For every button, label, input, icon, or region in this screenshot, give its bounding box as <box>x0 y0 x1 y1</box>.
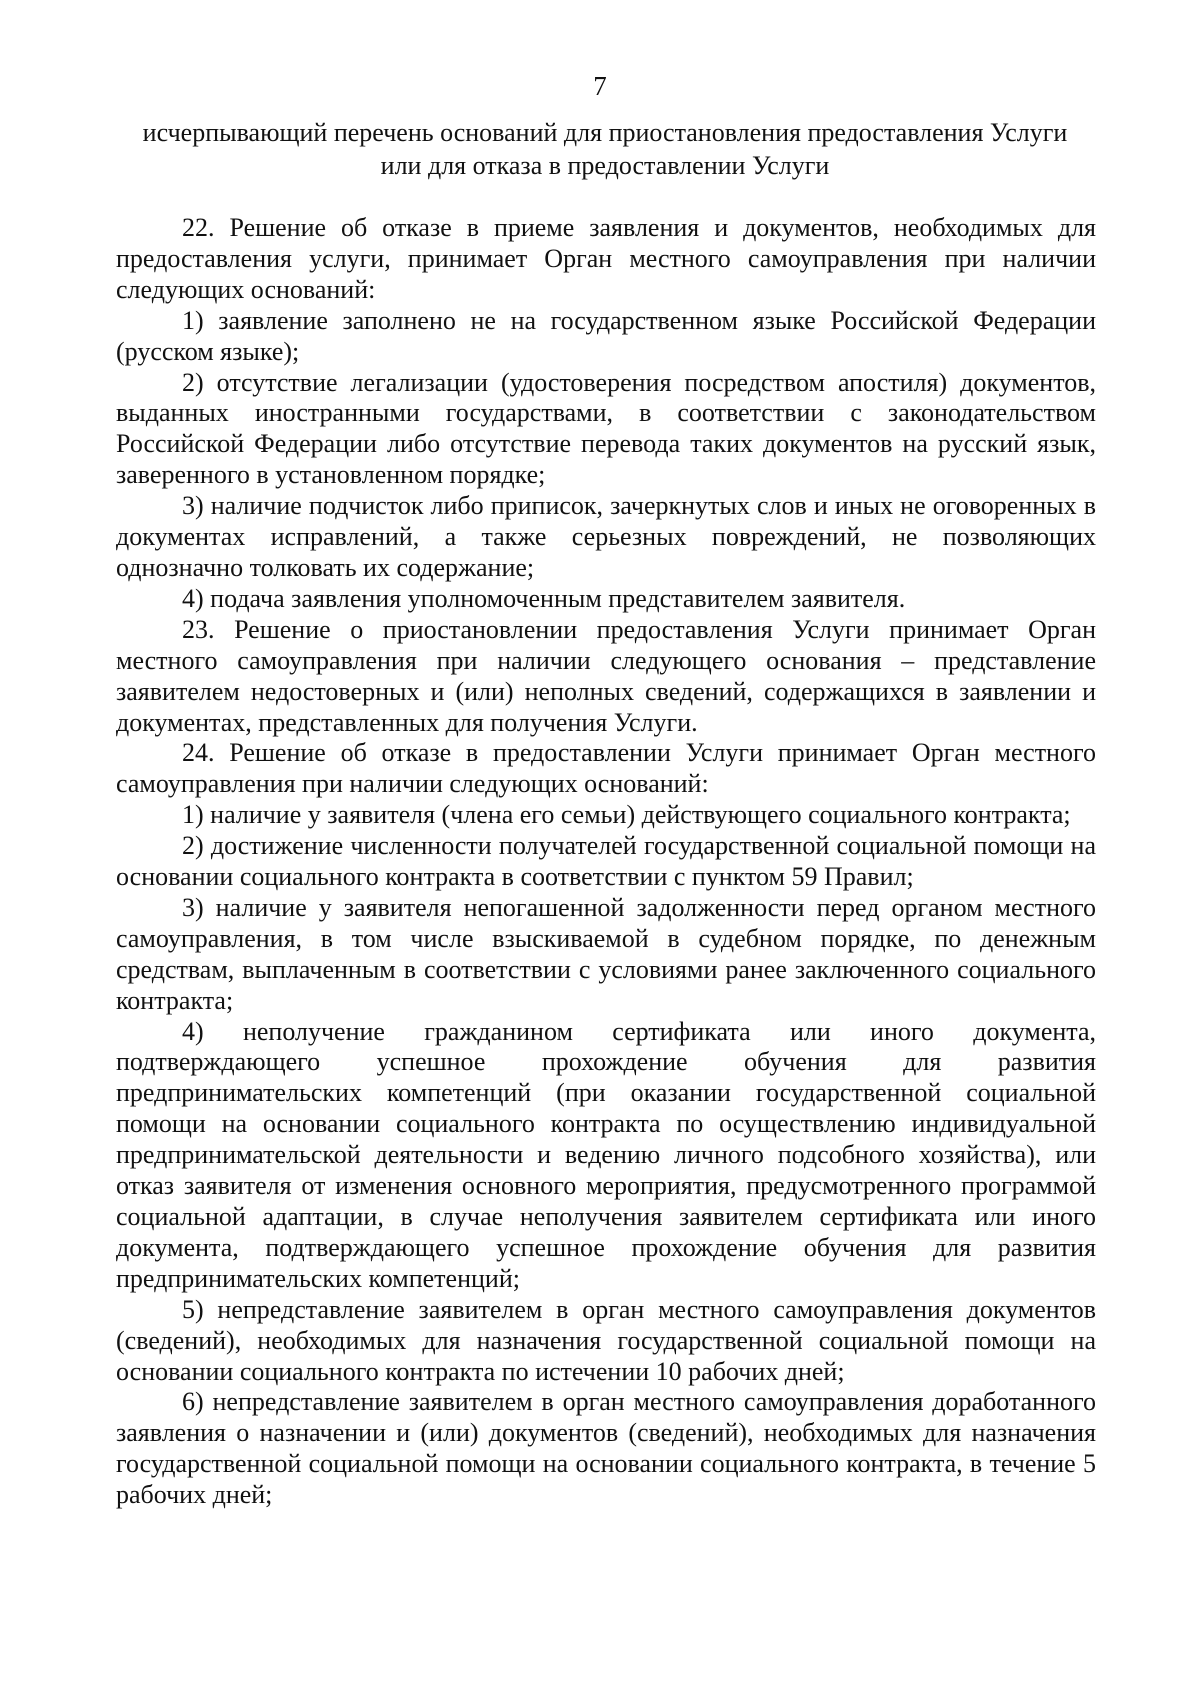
list-item-22-2: 2) отсутствие легализации (удостоверения посредством апостиля) документов, выданных иностранными государствами, в соответствии с законодательством Российской Федерации либо отсутствие перевода таких документов на русский язык, заверенного в установленном порядке; <box>116 367 1096 490</box>
list-item-24-5: 5) непредставление заявителем в орган местного самоуправления документов (сведений), необходимых для назначения государственной социальной помощи на основании социального контракта по истечении 10 рабочих дней; <box>116 1294 1096 1386</box>
list-item-24-2: 2) достижение численности получателей государственной социальной помощи на основании социального контракта в соответствии с пунктом 59 Правил; <box>116 831 1096 892</box>
page-number: 7 <box>593 71 607 101</box>
list-item-24-6: 6) непредставление заявителем в орган местного самоуправления доработанного заявления о назначении и (или) документов (сведений), необходимых для назначения государственной социальной помощи на основании социального контракта, в течение 5 рабочих дней; <box>116 1387 1096 1510</box>
list-item-22-1: 1) заявление заполнено не на государственном языке Российской Федерации (русском языке); <box>116 305 1096 366</box>
heading-line: или для отказа в предоставлении Услуги <box>380 151 830 180</box>
document-body <box>116 213 1096 1511</box>
paragraph-22: 22. Решение об отказе в приеме заявления и документов, необходимых для предоставления услуги, принимает Орган местного самоуправления при наличии следующих оснований: <box>116 213 1096 304</box>
list-item-22-3: 3) наличие подчисток либо приписок, зачеркнутых слов и иных не оговоренных в документах исправлений, а также серьезных повреждений, не позволяющих однозначно толковать их содержание; <box>116 491 1096 582</box>
paragraph-23: 23. Решение о приостановлении предоставления Услуги принимает Орган местного самоуправления при наличии следующего основания – представление заявителем недостоверных и (или) неполных сведений, содержащихся в заявлении и документах, представленных для получения Услуги. <box>116 614 1096 737</box>
section-heading <box>110 116 1100 182</box>
heading-line: исчерпывающий перечень оснований для приостановления предоставления Услуги <box>142 118 1068 147</box>
list-item-24-1: 1) наличие у заявителя (члена его семьи) действующего социального контракта; <box>182 800 1071 830</box>
list-item-22-4: 4) подача заявления уполномоченным представителем заявителя. <box>182 583 906 613</box>
list-item-24-4: 4) неполучение гражданином сертификата или иного документа, подтверждающего успешное прохождение обучения для развития предпринимательских компетенций (при оказании государственной социальной помощи на основании социального контракта по осуществлению индивидуальной предпринимательской деятельности и ведению личного подсобного хозяйства), или отказ заявителя от изменения основного мероприятия, предусмотренного программой социальной адаптации, в случае неполучения заявителем сертификата или иного документа, подтверждающего успешное прохождение обучения для развития предпринимательских компетенций; <box>116 1016 1096 1293</box>
list-item-24-3: 3) наличие у заявителя непогашенной задолженности перед органом местного самоуправления, в том числе взыскиваемой в судебном порядке, по денежным средствам, выплаченным в соответствии с условиями ранее заключенного социального контракта; <box>116 892 1096 1015</box>
paragraph-24: 24. Решение об отказе в предоставлении Услуги принимает Орган местного самоуправления при наличии следующих оснований: <box>116 738 1096 799</box>
